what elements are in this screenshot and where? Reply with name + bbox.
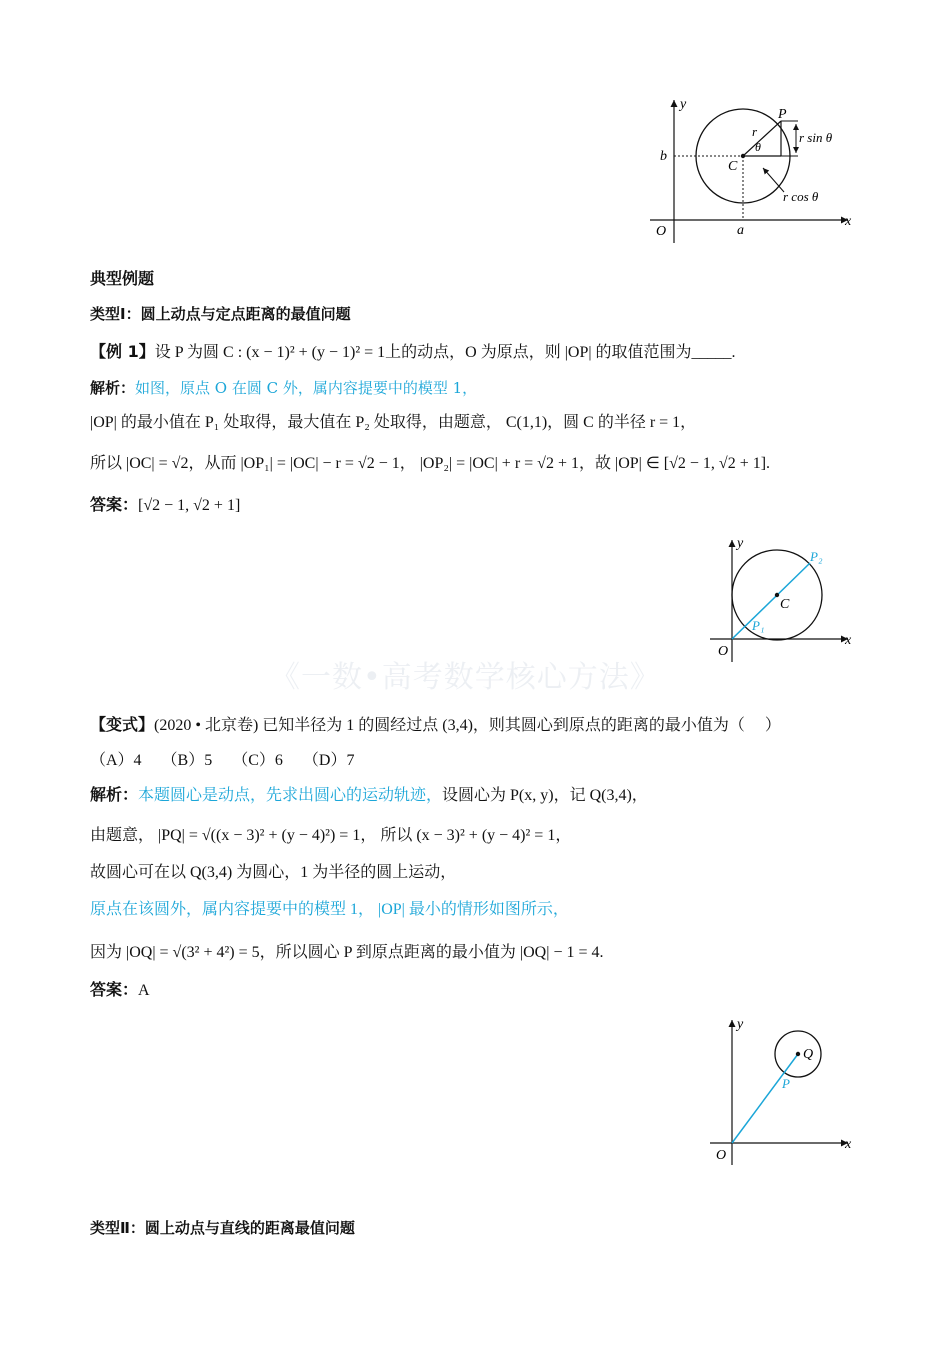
variant-answer [90,979,150,1002]
fig3-label-p: P [782,1076,790,1091]
fig3-label-o: O [716,1148,727,1163]
fig1-label-theta: θ [755,140,761,154]
variant-options: （A）4 （B）5 （C）6 （D）7 [90,752,355,769]
fig3-label-q: Q [803,1047,814,1062]
watermark: 《一数•高考数学核心方法》 [270,660,661,695]
fig1-label-r: r [752,124,758,139]
variant-answer-value: A [138,982,150,999]
solution-teal-text: 如图，原点 O 在圆 C 外，属内容提要中的模型 1， [135,379,478,397]
fig2-label-p2: P₂ [810,549,823,564]
type1-title: 类型Ⅰ：圆上动点与定点距离的最值问题 [90,305,351,323]
section-title: 典型例题 [90,269,155,288]
variant-tag: 【变式】 [90,715,155,734]
fig2-label-o: O [718,644,729,659]
variant-solution-line5: 因为 |OQ| = √(3² + 4²) = 5，所以圆心 P 到原点距离的最小值为 |OQ| − 1 = 4. [90,944,604,961]
variant-answer-label: 答案： [90,980,139,999]
example1-solution-line3: 所以 |OC| = √2，从而 |OP₁| = |OC| − r = √2 − 1， |OP₂| = |OC| + r = √2 + 1，故 |OP| ∈ [√2 − 1, √2 + 1]. [90,455,771,472]
variant-solution-rest: 设圆心为 P(x, y)，记 Q(3,4)， [442,787,648,804]
type2-title: 类型Ⅱ：圆上动点与直线的距离最值问题 [90,1219,355,1237]
answer-label: 答案： [90,495,139,514]
fig1-label-rcos: r cos θ [783,189,819,204]
figure-circle-c [700,532,860,667]
variant-question [90,714,781,737]
fig3-label-y: y [737,1017,744,1032]
figure-circle-parametric [640,92,860,252]
example1 [90,341,736,364]
oq-line [732,1054,798,1143]
example1-text: 设 P 为圆 C : (x − 1)² + (y − 1)² = 1上的动点，O 为原点，则 |OP| 的取值范围为_____. [154,344,736,361]
answer-value: [√2 − 1, √2 + 1] [138,497,241,514]
variant-solution-line3: 故圆心可在以 Q(3,4) 为圆心，1 为半径的圆上运动， [90,864,457,881]
fig1-label-c: C [728,159,738,174]
fig1-label-y: y [680,97,687,112]
fig1-label-o: O [656,224,667,239]
variant-solution-line1 [90,784,648,807]
variant-solution-label: 解析： [90,785,139,804]
op-line [732,563,810,639]
fig1-label-x: x [845,214,852,229]
fig3-label-x: x [845,1137,852,1152]
variant-text: (2020 • 北京卷) 已知半径为 1 的圆经过点 (3,4)，则其圆心到原点的距离的最小值为（ ） [154,717,781,734]
fig1-label-rsin: r sin θ [799,130,833,145]
solution-label: 解析： [90,379,136,397]
fig2-label-y: y [737,536,744,551]
fig2-label-x: x [845,633,852,648]
example1-tag: 【例 1】 [90,342,155,361]
fig1-label-a: a [737,223,744,238]
example1-solution-line2: |OP| 的最小值在 P₁ 处取得，最大值在 P₂ 处取得，由题意， C(1,1)，圆 C 的半径 r = 1， [90,414,697,431]
fig2-label-p1: P₁ [752,618,765,633]
example1-solution-line1 [90,377,477,399]
variant-teal-text1: 本题圆心是动点，先求出圆心的运动轨迹， [138,787,443,804]
fig1-label-p: P [778,107,787,122]
variant-solution-line2: 由题意， |PQ| = √((x − 3)² + (y − 4)²) = 1， 所以 (x − 3)² + (y − 4)² = 1， [90,827,572,844]
fig1-label-b: b [660,149,667,164]
figure-circle-q [700,1012,860,1172]
variant-teal-text2: 原点在该圆外，属内容提要中的模型 1， |OP| 最小的情形如图所示， [90,901,569,918]
fig2-label-c: C [780,597,790,612]
example1-answer [90,494,240,517]
